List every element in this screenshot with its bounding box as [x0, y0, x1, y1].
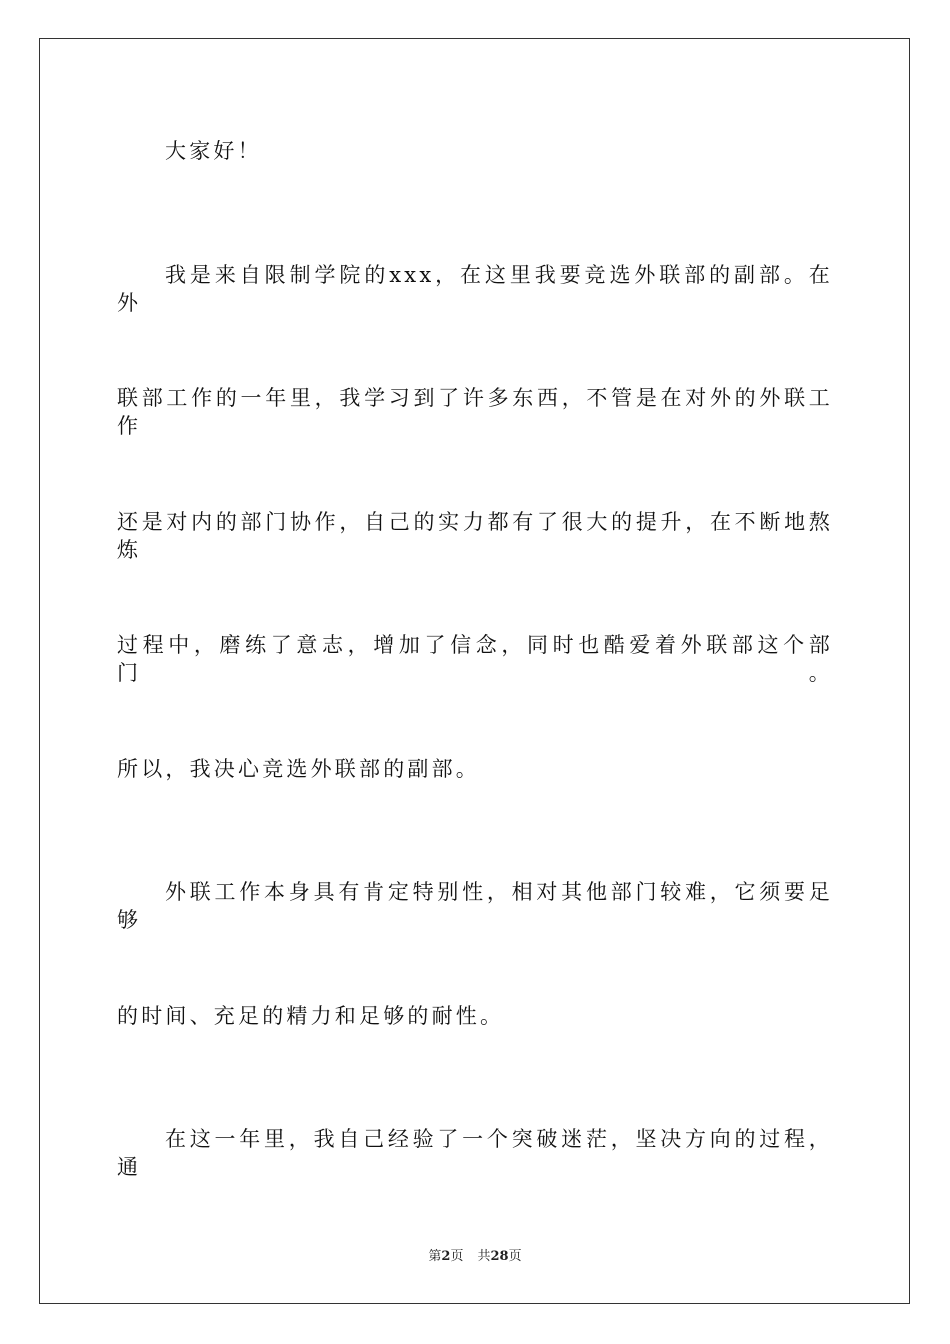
paragraph-2-line-2: 的时间、充足的精力和足够的耐性。	[117, 1004, 505, 1028]
page-suffix: 页	[450, 1249, 464, 1264]
paragraph-1-line-2: 联部工作的一年里，我学习到了许多东西，不管是在对外的外联工作	[117, 386, 833, 438]
page-prefix: 第	[428, 1249, 442, 1264]
paragraph-1-line-5: 所以，我决心竞选外联部的副部。	[117, 757, 480, 781]
paragraph-1-line-3: 还是对内的部门协作，自己的实力都有了很大的提升，在不断地熬炼	[117, 510, 833, 562]
paragraph-3-line-1: 在这一年里，我自己经验了一个突破迷茫，坚决方向的过程，通	[117, 1127, 833, 1179]
total-prefix: 共	[477, 1249, 491, 1264]
greeting-line: 大家好！	[165, 139, 262, 163]
page-footer	[0, 1248, 950, 1266]
paragraph-1-line-1: 我是来自限制学院的xxx，在这里我要竞选外联部的副部。在外	[117, 263, 833, 315]
paragraph-1-line-4: 过程中，磨练了意志，增加了信念，同时也酷爱着外联部这个部门。	[117, 633, 833, 685]
total-pages: 28	[490, 1249, 509, 1264]
paragraph-2-line-1: 外联工作本身具有肯定特别性，相对其他部门较难，它须要足够	[117, 880, 833, 932]
total-suffix: 页	[508, 1249, 522, 1264]
page-number: 2	[441, 1249, 451, 1264]
